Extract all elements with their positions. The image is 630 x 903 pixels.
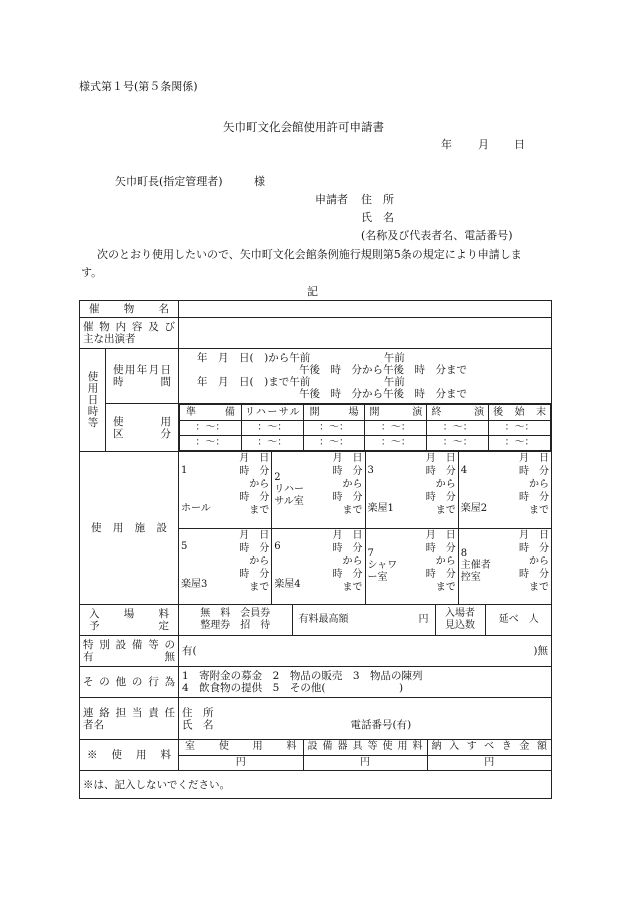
facilities-label: 使用施設 [91, 522, 167, 534]
addressee: 矢巾町長(指定管理者) [115, 175, 223, 188]
contact-label-2: 者名 [83, 718, 104, 731]
facility-8[interactable]: 8 主催者控室 月 日 時 分 から 時 分 まで [458, 529, 551, 605]
special-label-2: 有無 [83, 651, 175, 663]
admission-free[interactable]: 無 料 [200, 608, 231, 619]
applicant-label: 申請者 [315, 193, 348, 206]
category-cleanup: 後始末 [489, 405, 551, 421]
time-slot[interactable]: ：～： [180, 436, 242, 451]
category-start: 開演 [365, 405, 427, 421]
equipment-fee-header: 設備器具等使用料 [303, 740, 427, 755]
facility-4[interactable]: 4 楽屋2 月 日 時 分 から 時 分 まで [458, 452, 551, 528]
time-slot[interactable]: ：～： [489, 421, 551, 436]
date-year: 年 [441, 138, 452, 151]
document-title: 矢巾町文化会館使用許可申請書 [223, 120, 384, 134]
time-slot[interactable]: ：～： [427, 421, 489, 436]
usage-category-label-2: 区分 [113, 427, 171, 440]
admission-ticket[interactable]: 整理券 [200, 620, 231, 631]
usage-category-table [179, 404, 551, 451]
category-open: 開場 [303, 405, 365, 421]
row-event-content [80, 318, 552, 349]
admission-invite[interactable]: 招 待 [240, 620, 271, 631]
footer-note: ※は、記入しないでください。 [80, 771, 552, 799]
special-label-1: 特別設備等の [83, 639, 175, 651]
row-footer-note [80, 771, 552, 799]
datetime-line-1: 年 月 日( )から午前 午前 [197, 352, 405, 364]
admission-member[interactable]: 会員券 [240, 608, 271, 619]
time-slot[interactable]: ：～： [241, 436, 303, 451]
admission-max-field[interactable]: 有料最高額 円 [292, 605, 435, 635]
row-special-equipment [80, 636, 552, 667]
event-content-label-1: 催物内容及び [83, 321, 175, 333]
addressee-suffix: 様 [254, 175, 265, 188]
contact-phone-label: 電話番号(有) [350, 718, 412, 731]
time-slot[interactable]: ：～： [489, 436, 551, 451]
category-rehearsal: リハーサル [241, 405, 303, 421]
body-text-line1: 次のとおり使用したいので、矢巾町文化会館条例施行規則第5条の規定により申請しま [97, 248, 522, 261]
usage-datetime-field[interactable] [179, 349, 552, 404]
category-prep: 準備 [180, 405, 242, 421]
usage-label: 使用日時等 [86, 371, 99, 429]
datetime-line-4: 午後 時 分から午後 時 分まで [299, 388, 467, 400]
time-slot[interactable]: ：～： [303, 436, 365, 451]
other-acts-field[interactable]: 1 寄附金の募金 2 物品の販売 3 物品の陳列 4 飲食物の提供 5 その他( ) [179, 667, 552, 698]
time-slot[interactable]: ：～： [427, 436, 489, 451]
date-day: 日 [514, 138, 525, 151]
time-slot[interactable]: ：～： [180, 421, 242, 436]
other-acts-label: その他の行為 [83, 676, 175, 688]
category-end: 終演 [427, 405, 489, 421]
datetime-line-2: 午後 時 分から午後 時 分まで [299, 364, 467, 376]
total-fee-field[interactable]: 円 [427, 755, 551, 770]
row-usage-datetime [80, 349, 552, 404]
row-fees [80, 740, 552, 771]
application-form-table [79, 300, 552, 799]
date-month: 月 [478, 138, 489, 151]
applicant-address-label: 住 所 [361, 193, 394, 206]
admission-label-1: 入場料 [89, 608, 169, 620]
admission-type[interactable] [179, 605, 292, 635]
form-number: 様式第１号(第５条関係) [79, 80, 198, 93]
attendees-label-1: 入場者 [445, 608, 475, 619]
facility-5[interactable]: 5 楽屋3 月 日 時 分 から 時 分 まで [181, 529, 270, 593]
admission-label-2: 予定 [89, 620, 169, 632]
time-slot[interactable]: ：～： [365, 436, 427, 451]
facility-2[interactable]: 2 リハーサル室 月 日 時 分 から 時 分 まで [271, 452, 364, 528]
attendees-field[interactable]: 延べ 人 [485, 605, 552, 635]
applicant-name-note: (名称及び代表者名、電話番号) [361, 229, 513, 242]
event-content-field[interactable] [179, 318, 552, 349]
applicant-name-label: 氏 名 [361, 211, 394, 224]
facility-1[interactable]: 1 ホール 月 日 時 分 から 時 分 まで [181, 453, 270, 516]
time-slot[interactable]: ：～： [241, 421, 303, 436]
contact-label-1: 連絡担当責任 [83, 706, 175, 719]
row-contact [80, 698, 552, 740]
body-text-line2: す。 [81, 266, 103, 279]
facility-3[interactable]: 3 楽屋1 月 日 時 分 から 時 分 まで [365, 452, 458, 528]
time-slot[interactable]: ：～： [365, 421, 427, 436]
ki-heading: 記 [307, 285, 318, 298]
facility-6[interactable]: 6 楽屋4 月 日 時 分 から 時 分 まで [271, 529, 364, 605]
fee-label: ※使用料 [87, 749, 171, 761]
room-fee-header: 室使用料 [179, 740, 303, 755]
row-admission [80, 605, 552, 636]
row-event-name [80, 301, 552, 318]
row-usage-category [80, 404, 552, 452]
equipment-fee-field[interactable]: 円 [303, 755, 427, 770]
event-name-field[interactable] [179, 301, 552, 318]
contact-name-label: 氏 名 [182, 718, 214, 731]
attendees-label-2: 見込数 [445, 620, 475, 631]
row-facilities [80, 452, 552, 605]
usage-datetime-label-2: 時間 [113, 376, 171, 388]
room-fee-field[interactable]: 円 [179, 755, 303, 770]
event-content-label-2: 主な出演者 [83, 333, 136, 345]
time-slot[interactable]: ：～： [303, 421, 365, 436]
usage-category-label-1: 使用 [113, 415, 171, 428]
facility-7[interactable]: 7 シャワー室 月 日 時 分 から 時 分 まで [365, 529, 458, 605]
total-fee-header: 納入すべき金額 [427, 740, 551, 755]
datetime-line-3: 年 月 日( )まで午前 午前 [197, 376, 405, 388]
usage-datetime-label-1: 使用年月日 [113, 364, 171, 376]
contact-field[interactable] [179, 698, 552, 740]
special-equipment-field[interactable]: 有( )無 [179, 636, 552, 667]
contact-address-label: 住 所 [182, 706, 214, 719]
row-other-acts [80, 667, 552, 698]
event-name-label: 催物名 [89, 303, 169, 315]
